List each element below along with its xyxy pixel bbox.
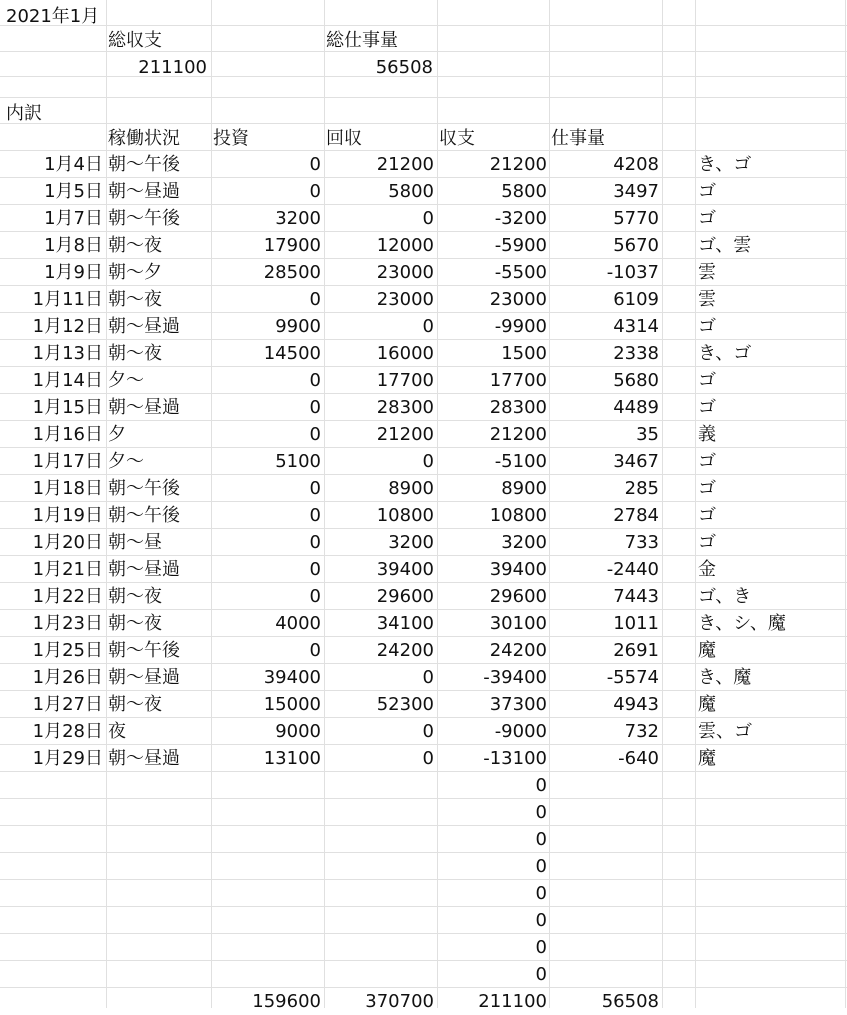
balance-cell[interactable]: 29600 xyxy=(489,586,547,607)
note-cell[interactable]: ゴ xyxy=(698,316,716,337)
status-cell[interactable]: 朝〜夜 xyxy=(108,289,162,310)
note-cell[interactable]: ゴ、雲 xyxy=(698,235,752,256)
recover-cell[interactable]: 0 xyxy=(422,208,434,229)
date-cell[interactable]: 1月12日 xyxy=(32,316,103,337)
date-cell[interactable]: 1月25日 xyxy=(32,640,103,661)
recover-cell[interactable]: 21200 xyxy=(376,154,434,175)
note-cell[interactable]: 義 xyxy=(698,424,716,445)
balance-cell[interactable]: -3200 xyxy=(494,208,547,229)
balance-cell[interactable]: 0 xyxy=(535,937,547,958)
balance-cell[interactable]: 0 xyxy=(535,883,547,904)
row-divider xyxy=(0,798,847,799)
note-cell[interactable]: ゴ xyxy=(698,181,716,202)
workload-cell[interactable]: 6109 xyxy=(613,289,659,310)
status-cell[interactable]: 朝〜昼過 xyxy=(108,748,180,769)
balance-cell[interactable]: 39400 xyxy=(489,559,547,580)
balance-cell[interactable]: 8900 xyxy=(501,478,547,499)
status-cell[interactable]: 夕 xyxy=(108,424,126,445)
invest-cell[interactable]: 0 xyxy=(309,289,321,310)
balance-cell[interactable]: 28300 xyxy=(489,397,547,418)
invest-cell[interactable]: 0 xyxy=(309,586,321,607)
invest-cell[interactable]: 0 xyxy=(309,505,321,526)
recover-cell[interactable]: 12000 xyxy=(376,235,434,256)
row-divider xyxy=(0,825,847,826)
note-cell[interactable]: ゴ xyxy=(698,397,716,418)
date-cell[interactable]: 1月22日 xyxy=(32,586,103,607)
balance-cell[interactable]: 0 xyxy=(535,802,547,823)
note-cell[interactable]: ゴ xyxy=(698,532,716,553)
note-cell[interactable]: ゴ xyxy=(698,478,716,499)
invest-cell[interactable]: 17900 xyxy=(263,235,321,256)
date-cell[interactable]: 1月26日 xyxy=(32,667,103,688)
workload-cell[interactable]: 4208 xyxy=(613,154,659,175)
note-cell[interactable]: 魔 xyxy=(698,694,716,715)
total-balance-label[interactable]: 総収支 xyxy=(108,30,162,51)
workload-cell[interactable]: 733 xyxy=(624,532,659,553)
workload-cell[interactable]: 4314 xyxy=(613,316,659,337)
balance-cell[interactable]: 0 xyxy=(535,829,547,850)
status-cell[interactable]: 朝〜昼過 xyxy=(108,316,180,337)
status-cell[interactable]: 朝〜午後 xyxy=(108,505,180,526)
note-cell[interactable]: ゴ xyxy=(698,505,716,526)
invest-cell[interactable]: 14500 xyxy=(263,343,321,364)
row-divider xyxy=(0,879,847,880)
total-workload[interactable]: 56508 xyxy=(601,991,659,1012)
row-divider xyxy=(0,933,847,934)
header-invest[interactable]: 投資 xyxy=(213,128,249,149)
workload-cell[interactable]: -1037 xyxy=(606,262,659,283)
note-cell[interactable]: 金 xyxy=(698,559,716,580)
invest-cell[interactable]: 0 xyxy=(309,478,321,499)
balance-cell[interactable]: -13100 xyxy=(483,748,547,769)
recover-cell[interactable]: 0 xyxy=(422,451,434,472)
date-cell[interactable]: 1月9日 xyxy=(44,262,103,283)
recover-cell[interactable]: 24200 xyxy=(376,640,434,661)
balance-cell[interactable]: 1500 xyxy=(501,343,547,364)
header-recover[interactable]: 回収 xyxy=(326,128,362,149)
status-cell[interactable]: 朝〜夜 xyxy=(108,235,162,256)
recover-cell[interactable]: 17700 xyxy=(376,370,434,391)
recover-cell[interactable]: 23000 xyxy=(376,289,434,310)
row-divider xyxy=(0,123,847,124)
recover-cell[interactable]: 10800 xyxy=(376,505,434,526)
date-cell[interactable]: 1月11日 xyxy=(32,289,103,310)
invest-cell[interactable]: 0 xyxy=(309,154,321,175)
invest-cell[interactable]: 5100 xyxy=(275,451,321,472)
status-cell[interactable]: 朝〜夕 xyxy=(108,262,162,283)
recover-cell[interactable]: 29600 xyxy=(376,586,434,607)
invest-cell[interactable]: 15000 xyxy=(263,694,321,715)
status-cell[interactable]: 夕〜 xyxy=(108,370,144,391)
workload-cell[interactable]: 1011 xyxy=(613,613,659,634)
status-cell[interactable]: 朝〜午後 xyxy=(108,640,180,661)
recover-cell[interactable]: 0 xyxy=(422,721,434,742)
status-cell[interactable]: 朝〜昼 xyxy=(108,532,162,553)
invest-cell[interactable]: 0 xyxy=(309,397,321,418)
status-cell[interactable]: 朝〜夜 xyxy=(108,694,162,715)
workload-cell[interactable]: -5574 xyxy=(606,667,659,688)
workload-cell[interactable]: 4489 xyxy=(613,397,659,418)
invest-cell[interactable]: 3200 xyxy=(275,208,321,229)
workload-cell[interactable]: 2784 xyxy=(613,505,659,526)
balance-cell[interactable]: 21200 xyxy=(489,424,547,445)
row-divider xyxy=(0,97,847,98)
date-cell[interactable]: 1月17日 xyxy=(32,451,103,472)
month-title[interactable]: 2021年1月 xyxy=(6,6,100,27)
recover-cell[interactable]: 16000 xyxy=(376,343,434,364)
status-cell[interactable]: 夕〜 xyxy=(108,451,144,472)
date-cell[interactable]: 1月28日 xyxy=(32,721,103,742)
date-cell[interactable]: 1月8日 xyxy=(44,235,103,256)
recover-cell[interactable]: 0 xyxy=(422,748,434,769)
note-cell[interactable]: 雲 xyxy=(698,262,716,283)
invest-cell[interactable]: 0 xyxy=(309,370,321,391)
column-divider xyxy=(211,0,212,1008)
header-workload[interactable]: 仕事量 xyxy=(551,128,605,149)
recover-cell[interactable]: 34100 xyxy=(376,613,434,634)
total-balance[interactable]: 211100 xyxy=(478,991,547,1012)
date-cell[interactable]: 1月20日 xyxy=(32,532,103,553)
header-balance[interactable]: 収支 xyxy=(439,128,475,149)
date-cell[interactable]: 1月16日 xyxy=(32,424,103,445)
row-divider xyxy=(0,906,847,907)
workload-cell[interactable]: 5770 xyxy=(613,208,659,229)
note-cell[interactable]: ゴ、き xyxy=(698,586,752,607)
balance-cell[interactable]: 5800 xyxy=(501,181,547,202)
column-divider xyxy=(845,0,846,1008)
recover-cell[interactable]: 3200 xyxy=(388,532,434,553)
total-recover[interactable]: 370700 xyxy=(365,991,434,1012)
balance-cell[interactable]: 0 xyxy=(535,775,547,796)
date-cell[interactable]: 1月27日 xyxy=(32,694,103,715)
recover-cell[interactable]: 0 xyxy=(422,316,434,337)
balance-cell[interactable]: 0 xyxy=(535,910,547,931)
workload-cell[interactable]: 3467 xyxy=(613,451,659,472)
workload-cell[interactable]: 732 xyxy=(624,721,659,742)
note-cell[interactable]: き、魔 xyxy=(698,667,752,688)
status-cell[interactable]: 朝〜夜 xyxy=(108,343,162,364)
workload-cell[interactable]: 2338 xyxy=(613,343,659,364)
balance-cell[interactable]: -5100 xyxy=(494,451,547,472)
total-invest[interactable]: 159600 xyxy=(252,991,321,1012)
balance-cell[interactable]: 10800 xyxy=(489,505,547,526)
status-cell[interactable]: 夜 xyxy=(108,721,126,742)
date-cell[interactable]: 1月15日 xyxy=(32,397,103,418)
balance-cell[interactable]: 0 xyxy=(535,964,547,985)
workload-cell[interactable]: 2691 xyxy=(613,640,659,661)
workload-cell[interactable]: 7443 xyxy=(613,586,659,607)
recover-cell[interactable]: 8900 xyxy=(388,478,434,499)
balance-cell[interactable]: 24200 xyxy=(489,640,547,661)
invest-cell[interactable]: 9900 xyxy=(275,316,321,337)
balance-cell[interactable]: 0 xyxy=(535,856,547,877)
column-divider xyxy=(662,0,663,1008)
note-cell[interactable]: ゴ xyxy=(698,208,716,229)
balance-cell[interactable]: 21200 xyxy=(489,154,547,175)
note-cell[interactable]: き、シ、魔 xyxy=(698,613,786,634)
recover-cell[interactable]: 52300 xyxy=(376,694,434,715)
invest-cell[interactable]: 39400 xyxy=(263,667,321,688)
workload-cell[interactable]: 3497 xyxy=(613,181,659,202)
date-cell[interactable]: 1月21日 xyxy=(32,559,103,580)
note-cell[interactable]: 魔 xyxy=(698,640,716,661)
row-divider xyxy=(0,960,847,961)
recover-cell[interactable]: 5800 xyxy=(388,181,434,202)
date-cell[interactable]: 1月4日 xyxy=(44,154,103,175)
status-cell[interactable]: 朝〜昼過 xyxy=(108,181,180,202)
note-cell[interactable]: ゴ xyxy=(698,451,716,472)
total-workload-value[interactable]: 56508 xyxy=(375,57,433,78)
total-workload-label[interactable]: 総仕事量 xyxy=(326,30,398,51)
invest-cell[interactable]: 28500 xyxy=(263,262,321,283)
workload-cell[interactable]: 5680 xyxy=(613,370,659,391)
balance-cell[interactable]: 37300 xyxy=(489,694,547,715)
invest-cell[interactable]: 4000 xyxy=(275,613,321,634)
header-status[interactable]: 稼働状況 xyxy=(108,128,180,149)
balance-cell[interactable]: -39400 xyxy=(483,667,547,688)
date-cell[interactable]: 1月14日 xyxy=(32,370,103,391)
recover-cell[interactable]: 0 xyxy=(422,667,434,688)
balance-cell[interactable]: -5500 xyxy=(494,262,547,283)
column-divider xyxy=(549,0,550,1008)
invest-cell[interactable]: 0 xyxy=(309,532,321,553)
recover-cell[interactable]: 39400 xyxy=(376,559,434,580)
date-cell[interactable]: 1月19日 xyxy=(32,505,103,526)
invest-cell[interactable]: 0 xyxy=(309,424,321,445)
balance-cell[interactable]: -5900 xyxy=(494,235,547,256)
row-divider xyxy=(0,852,847,853)
recover-cell[interactable]: 23000 xyxy=(376,262,434,283)
row-divider xyxy=(0,25,847,26)
date-cell[interactable]: 1月29日 xyxy=(32,748,103,769)
note-cell[interactable]: ゴ xyxy=(698,370,716,391)
total-balance-value[interactable]: 211100 xyxy=(138,57,207,78)
workload-cell[interactable]: 285 xyxy=(624,478,659,499)
date-cell[interactable]: 1月13日 xyxy=(32,343,103,364)
column-divider xyxy=(106,0,107,1008)
invest-cell[interactable]: 13100 xyxy=(263,748,321,769)
balance-cell[interactable]: -9000 xyxy=(494,721,547,742)
status-cell[interactable]: 朝〜昼過 xyxy=(108,397,180,418)
breakdown-label[interactable]: 内訳 xyxy=(6,103,42,124)
note-cell[interactable]: 雲 xyxy=(698,289,716,310)
balance-cell[interactable]: 23000 xyxy=(489,289,547,310)
status-cell[interactable]: 朝〜夜 xyxy=(108,586,162,607)
status-cell[interactable]: 朝〜夜 xyxy=(108,613,162,634)
status-cell[interactable]: 朝〜午後 xyxy=(108,208,180,229)
recover-cell[interactable]: 28300 xyxy=(376,397,434,418)
workload-cell[interactable]: -2440 xyxy=(606,559,659,580)
status-cell[interactable]: 朝〜午後 xyxy=(108,478,180,499)
balance-cell[interactable]: 17700 xyxy=(489,370,547,391)
status-cell[interactable]: 朝〜昼過 xyxy=(108,667,180,688)
workload-cell[interactable]: -640 xyxy=(618,748,659,769)
column-divider xyxy=(324,0,325,1008)
note-cell[interactable]: き、ゴ xyxy=(698,154,752,175)
invest-cell[interactable]: 0 xyxy=(309,640,321,661)
workload-cell[interactable]: 5670 xyxy=(613,235,659,256)
date-cell[interactable]: 1月5日 xyxy=(44,181,103,202)
column-divider xyxy=(695,0,696,1008)
balance-cell[interactable]: 30100 xyxy=(489,613,547,634)
invest-cell[interactable]: 0 xyxy=(309,559,321,580)
date-cell[interactable]: 1月7日 xyxy=(44,208,103,229)
note-cell[interactable]: 魔 xyxy=(698,748,716,769)
recover-cell[interactable]: 21200 xyxy=(376,424,434,445)
column-divider xyxy=(437,0,438,1008)
workload-cell[interactable]: 35 xyxy=(636,424,659,445)
balance-cell[interactable]: 3200 xyxy=(501,532,547,553)
note-cell[interactable]: 雲、ゴ xyxy=(698,721,752,742)
workload-cell[interactable]: 4943 xyxy=(613,694,659,715)
status-cell[interactable]: 朝〜昼過 xyxy=(108,559,180,580)
date-cell[interactable]: 1月23日 xyxy=(32,613,103,634)
status-cell[interactable]: 朝〜午後 xyxy=(108,154,180,175)
invest-cell[interactable]: 0 xyxy=(309,181,321,202)
date-cell[interactable]: 1月18日 xyxy=(32,478,103,499)
invest-cell[interactable]: 9000 xyxy=(275,721,321,742)
balance-cell[interactable]: -9900 xyxy=(494,316,547,337)
note-cell[interactable]: き、ゴ xyxy=(698,343,752,364)
